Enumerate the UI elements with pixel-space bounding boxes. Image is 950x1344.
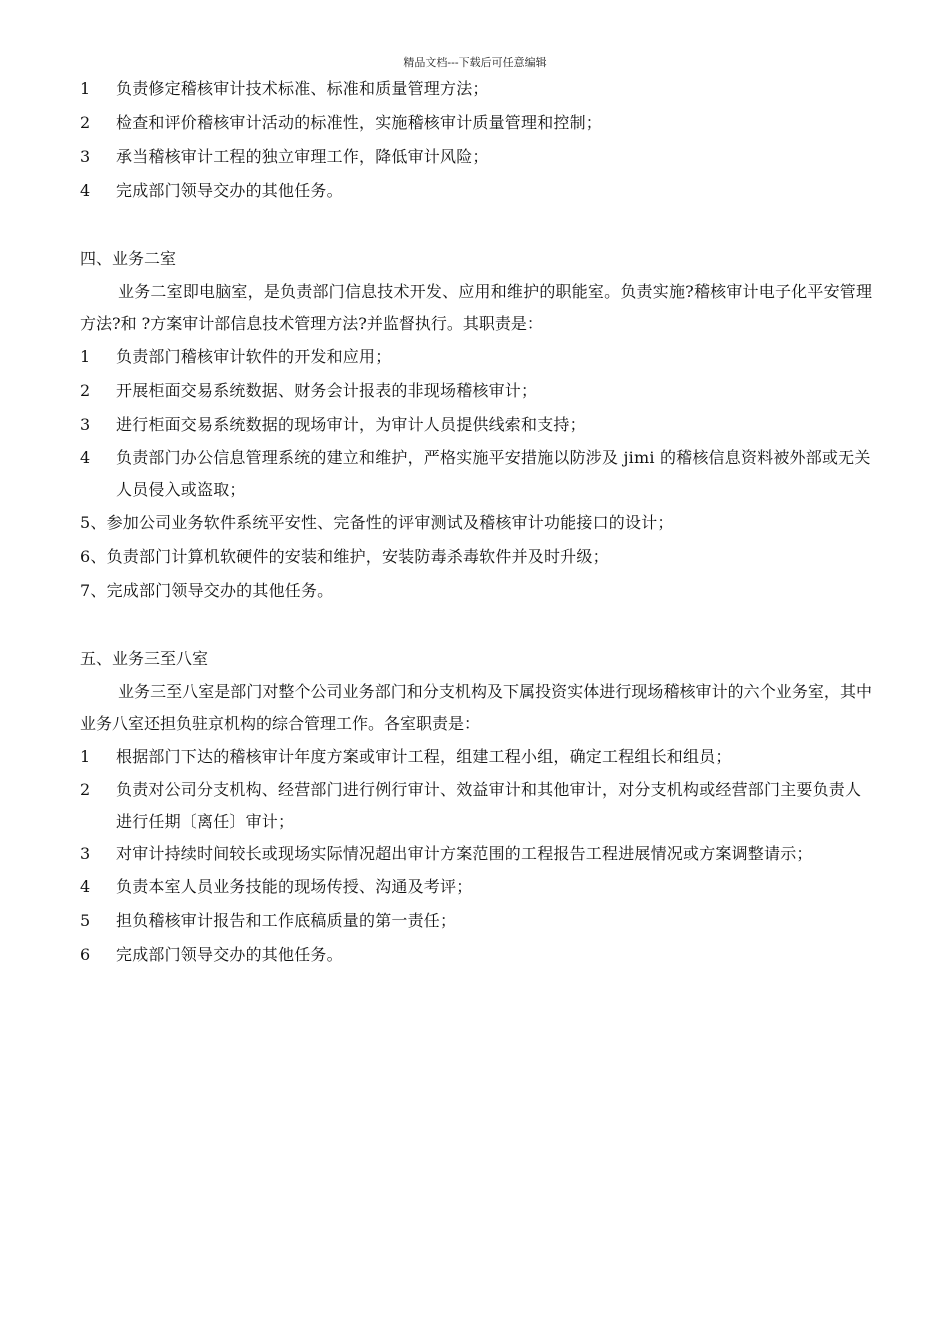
list-number: 1 (80, 747, 91, 766)
list-text: 根据部门下达的稽核审计年度方案或审计工程，组建工程小组，确定工程组长和组员； (116, 747, 732, 766)
list-item (80, 340, 872, 374)
list-number: 4 (80, 877, 91, 896)
list-text: 开展柜面交易系统数据、财务会计报表的非现场稽核审计； (116, 381, 538, 400)
list-number: 4 (80, 448, 91, 467)
list-text: 负责对公司分支机构、经营部门进行例行审计、效益审计和其他审计，对分支机构或经营部门主要负责人进行任期〔离任〕审计； (116, 780, 862, 831)
list-number: 2 (80, 780, 91, 799)
list-text: 完成部门领导交办的其他任务。 (116, 181, 343, 200)
list-text: 承当稽核审计工程的独立审理工作，降低审计风险； (116, 147, 489, 166)
list-text: 负责本室人员业务技能的现场传授、沟通及考评； (116, 877, 473, 896)
list-item (80, 838, 872, 870)
list-number: 4 (80, 181, 91, 200)
list-item (80, 140, 872, 174)
list-number: 1 (80, 347, 91, 366)
list-item (80, 106, 872, 140)
list-item (80, 408, 872, 442)
list-text: 对审计持续时间较长或现场实际情况超出审计方案范围的工程报告工程进展情况或方案调整请示； (116, 844, 813, 863)
list-number: 3 (80, 415, 91, 434)
list-item: 5、参加公司业务软件系统平安性、完备性的评审测试及稽核审计功能接口的设计； (80, 513, 674, 532)
list-item: 7、完成部门领导交办的其他任务。 (80, 581, 334, 600)
page-header: 精品文档---下载后可任意编辑 (403, 56, 547, 69)
list-text: 负责修定稽核审计技术标准、标准和质量管理方法； (116, 79, 489, 98)
list-number: 2 (80, 113, 91, 132)
list-text: 进行柜面交易系统数据的现场审计，为审计人员提供线索和支持； (116, 415, 586, 434)
list-item (80, 904, 872, 938)
list-text: 负责部门稽核审计软件的开发和应用； (116, 347, 392, 366)
list-text: 担负稽核审计报告和工作底稿质量的第一责任； (116, 911, 457, 930)
section-heading: 四、业务二室 (80, 249, 177, 268)
list-number: 6 (80, 945, 91, 964)
document-body (80, 72, 872, 972)
list-item (80, 740, 872, 774)
list-text: 检查和评价稽核审计活动的标准性，实施稽核审计质量管理和控制； (116, 113, 603, 132)
list-number: 3 (80, 844, 91, 863)
section-heading: 五、业务三至八室 (80, 649, 209, 668)
list-item (80, 442, 872, 506)
list-number: 2 (80, 381, 91, 400)
list-item (80, 174, 872, 208)
list-item (80, 72, 872, 106)
list-number: 5 (80, 911, 91, 930)
list-number: 1 (80, 79, 91, 98)
list-item (80, 938, 872, 972)
section-intro: 业务三至八室是部门对整个公司业务部门和分支机构及下属投资实体进行现场稽核审计的六个业务室，其中业务八室还担负驻京机构的综合管理工作。各室职责是： (80, 682, 872, 733)
list-item: 6、负责部门计算机软硬件的安装和维护，安装防毒杀毒软件并及时升级； (80, 547, 609, 566)
list-text: 负责部门办公信息管理系统的建立和维护，严格实施平安措施以防涉及 jimi 的稽核信息资料被外部或无关人员侵入或盗取； (116, 448, 871, 499)
list-number: 3 (80, 147, 91, 166)
list-item (80, 870, 872, 904)
list-item (80, 774, 872, 838)
section-intro: 业务二室即电脑室，是负责部门信息技术开发、应用和维护的职能室。负责实施?稽核审计电子化平安管理方法?和 ?方案审计部信息技术管理方法?并监督执行。其职责是： (80, 282, 872, 333)
section-gap (80, 208, 872, 242)
list-item (80, 374, 872, 408)
section-gap (80, 608, 872, 642)
list-text: 完成部门领导交办的其他任务。 (116, 945, 343, 964)
